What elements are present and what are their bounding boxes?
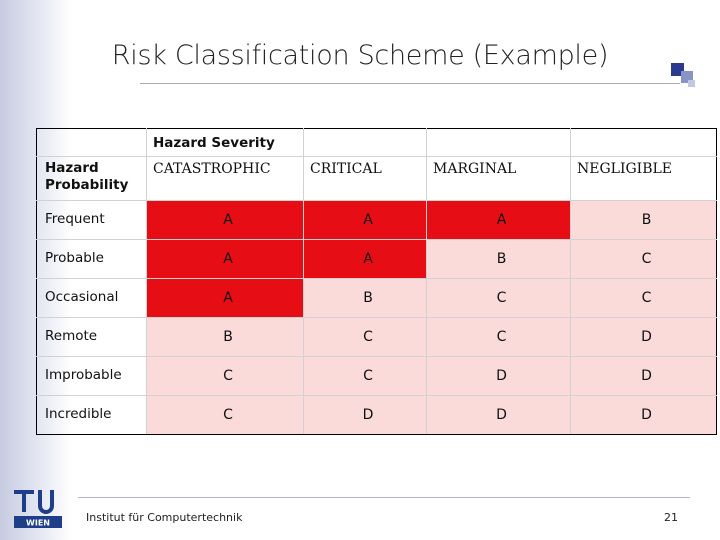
risk-class-cell: C xyxy=(427,318,571,357)
page-number: 21 xyxy=(664,511,678,524)
table-empty-cell xyxy=(304,129,427,157)
severity-level: CRITICAL xyxy=(310,161,382,177)
probability-level: Incredible xyxy=(45,406,112,422)
risk-class-cell: A xyxy=(304,201,427,240)
risk-class-cell: D xyxy=(571,357,717,396)
table-corner-cell xyxy=(37,129,147,157)
probability-level: Occasional xyxy=(45,289,119,305)
severity-level-cell xyxy=(304,157,427,201)
probability-level: Remote xyxy=(45,328,98,344)
risk-class-cell: D xyxy=(427,396,571,435)
probability-cell xyxy=(37,357,147,396)
risk-class-cell: C xyxy=(147,396,304,435)
risk-class-cell: A xyxy=(427,201,571,240)
risk-class-cell: B xyxy=(571,201,717,240)
probability-header-cell xyxy=(37,157,147,201)
table-row xyxy=(37,201,717,240)
severity-level-cell xyxy=(571,157,717,201)
table-row xyxy=(37,318,717,357)
risk-class-cell: A xyxy=(147,201,304,240)
corner-square-icon xyxy=(688,80,695,87)
risk-class-cell: C xyxy=(571,279,717,318)
risk-class-cell: D xyxy=(427,357,571,396)
probability-level: Improbable xyxy=(45,367,122,383)
probability-level: Probable xyxy=(45,250,104,266)
risk-class-cell: B xyxy=(427,240,571,279)
risk-class-cell: C xyxy=(304,318,427,357)
risk-class-cell: D xyxy=(571,396,717,435)
probability-cell xyxy=(37,318,147,357)
risk-class-cell: D xyxy=(571,318,717,357)
risk-class-cell: B xyxy=(304,279,427,318)
risk-class-cell: A xyxy=(147,240,304,279)
table-empty-cell xyxy=(427,129,571,157)
table-row xyxy=(37,279,717,318)
footer-institute: Institut für Computertechnik xyxy=(86,511,243,524)
risk-classification-table xyxy=(36,128,717,435)
severity-label: Hazard Severity xyxy=(153,135,275,151)
table-row xyxy=(37,240,717,279)
probability-cell xyxy=(37,279,147,318)
risk-class-cell: A xyxy=(304,240,427,279)
risk-class-cell: A xyxy=(147,279,304,318)
tu-wien-logo xyxy=(14,488,62,532)
probability-label: Hazard Probability xyxy=(45,160,129,193)
severity-level: MARGINAL xyxy=(433,161,517,177)
severity-level-cell xyxy=(427,157,571,201)
table-row xyxy=(37,357,717,396)
risk-class-cell: C xyxy=(427,279,571,318)
risk-class-cell: B xyxy=(147,318,304,357)
probability-cell xyxy=(37,201,147,240)
severity-header-cell xyxy=(147,129,304,157)
slide-title: Risk Classification Scheme (Example) xyxy=(111,40,609,71)
probability-cell xyxy=(37,240,147,279)
table-empty-cell xyxy=(571,129,717,157)
risk-class-cell: C xyxy=(304,357,427,396)
footer-divider xyxy=(78,497,690,498)
probability-cell xyxy=(37,396,147,435)
risk-class-cell: C xyxy=(147,357,304,396)
risk-class-cell: D xyxy=(304,396,427,435)
title-divider xyxy=(140,83,680,84)
probability-level: Frequent xyxy=(45,211,105,227)
severity-level: CATASTROPHIC xyxy=(153,161,271,177)
severity-level-cell xyxy=(147,157,304,201)
risk-class-cell: C xyxy=(571,240,717,279)
svg-text:WIEN: WIEN xyxy=(26,518,50,528)
severity-level: NEGLIGIBLE xyxy=(577,161,672,177)
table-row xyxy=(37,396,717,435)
